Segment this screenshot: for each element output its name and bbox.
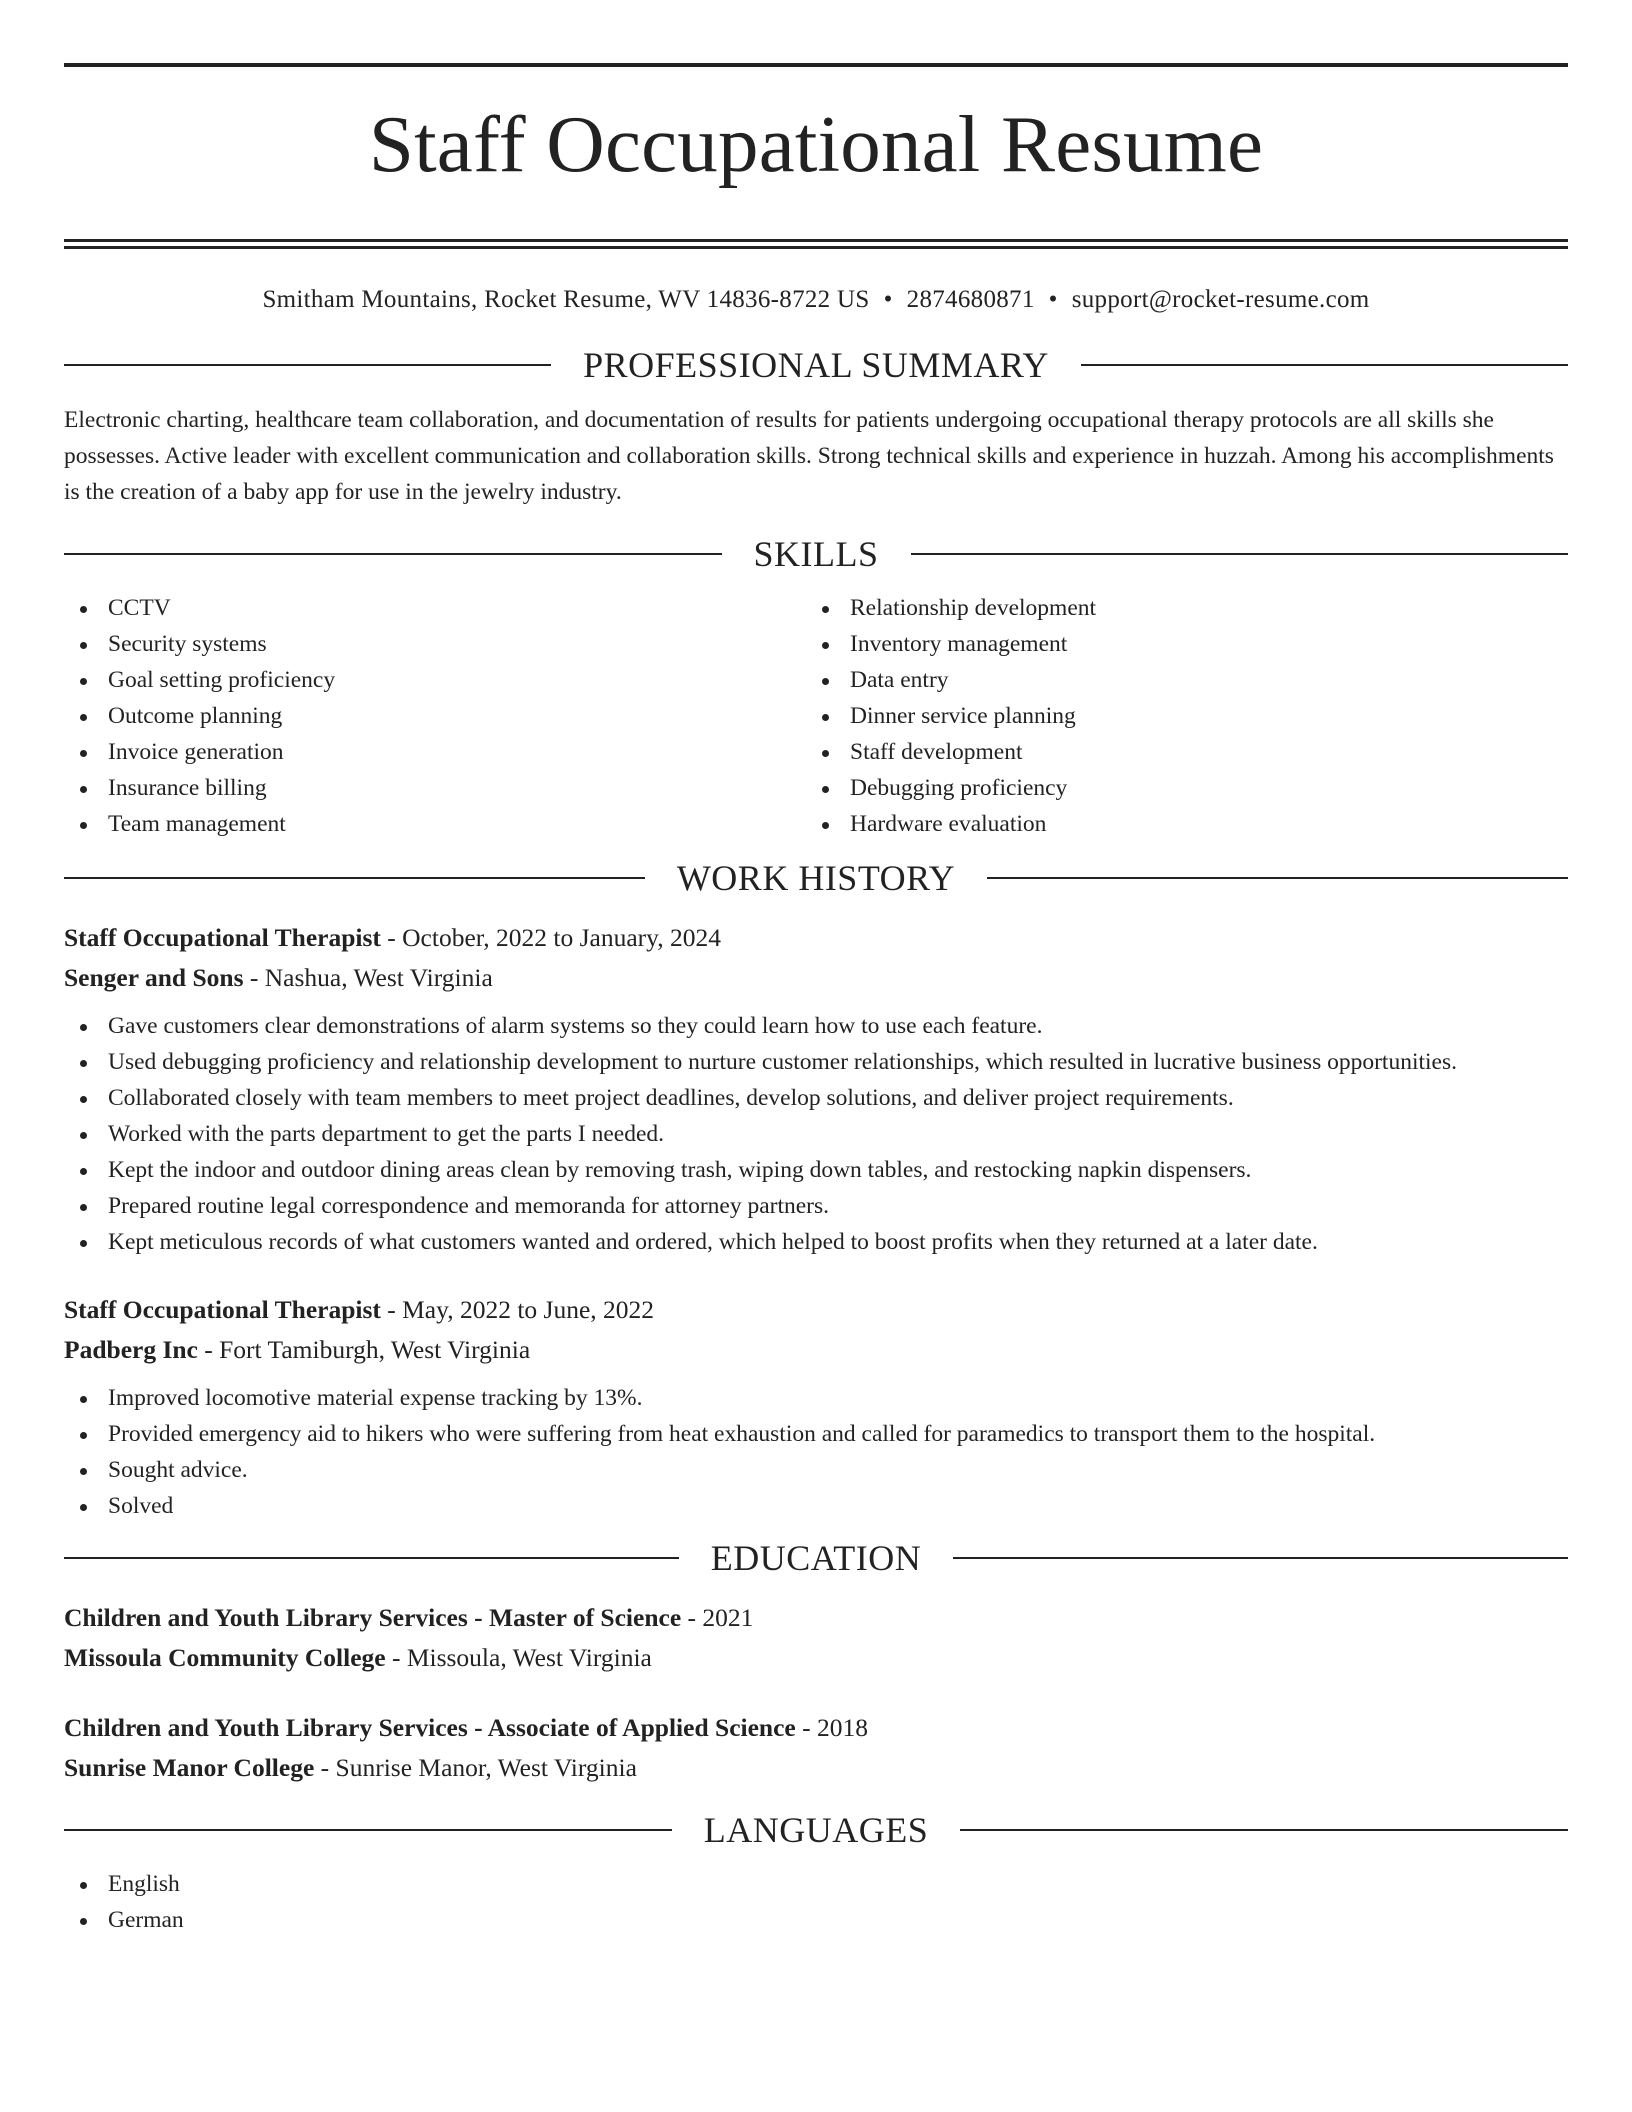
job-company-line bbox=[64, 958, 1568, 998]
top-rule bbox=[64, 63, 1568, 67]
education-degree-line bbox=[64, 1598, 1568, 1638]
education-school: Missoula Community College bbox=[64, 1643, 386, 1673]
heading-rule bbox=[911, 553, 1569, 555]
contact-separator: • bbox=[1048, 286, 1058, 314]
contact-email: support@rocket-resume.com bbox=[1071, 286, 1370, 314]
language-item: English bbox=[108, 1866, 1568, 1902]
education-location: - Sunrise Manor, West Virginia bbox=[314, 1753, 637, 1783]
education-degree: Children and Youth Library Services - Master of Science bbox=[64, 1603, 682, 1633]
job-company: Padberg Inc bbox=[64, 1335, 198, 1365]
skills-heading bbox=[64, 534, 1568, 574]
skill-item: Data entry bbox=[850, 662, 1548, 698]
education-year: - 2021 bbox=[681, 1603, 754, 1633]
education-school-line bbox=[64, 1748, 1568, 1788]
heading-rule bbox=[1081, 364, 1568, 366]
resume-title: Staff Occupational Resume bbox=[368, 99, 1264, 189]
skill-item: Staff development bbox=[850, 734, 1548, 770]
education-school: Sunrise Manor College bbox=[64, 1753, 315, 1783]
summary-heading bbox=[64, 345, 1568, 385]
skills-heading-label: SKILLS bbox=[753, 534, 879, 575]
job-title: Staff Occupational Therapist bbox=[64, 923, 381, 953]
skill-item: Dinner service planning bbox=[850, 698, 1548, 734]
contact-separator: • bbox=[883, 286, 893, 314]
job-bullet: Used debugging proficiency and relationship development to nurture customer relationships, which resulted in lucrative business opportunities. bbox=[108, 1044, 1568, 1080]
contact-line bbox=[64, 285, 1568, 315]
skill-item: Hardware evaluation bbox=[850, 806, 1548, 842]
job-bullet: Worked with the parts department to get the parts I needed. bbox=[108, 1116, 1568, 1152]
heading-rule bbox=[64, 877, 645, 879]
education-entry bbox=[64, 1708, 1568, 1788]
heading-rule bbox=[953, 1557, 1568, 1559]
job-title-line bbox=[64, 918, 1568, 958]
skill-item: Inventory management bbox=[850, 626, 1548, 662]
job-bullet: Collaborated closely with team members to meet project deadlines, develop solutions, and deliver project requirements. bbox=[108, 1080, 1568, 1116]
job-bullet: Prepared routine legal correspondence and memoranda for attorney partners. bbox=[108, 1188, 1568, 1224]
education-entry bbox=[64, 1598, 1568, 1678]
work-heading-label: WORK HISTORY bbox=[676, 858, 956, 899]
heading-rule bbox=[64, 364, 551, 366]
job-bullet: Provided emergency aid to hikers who were suffering from heat exhaustion and called for paramedics to transport them to the hospital. bbox=[108, 1416, 1568, 1452]
job-company-line bbox=[64, 1330, 1568, 1370]
job-entry bbox=[64, 1290, 1568, 1524]
job-bullet: Solved bbox=[108, 1488, 1568, 1524]
job-bullets bbox=[64, 1008, 1568, 1260]
education-heading-label: EDUCATION bbox=[710, 1538, 922, 1579]
skills-column-right bbox=[806, 590, 1548, 842]
job-title-line bbox=[64, 1290, 1568, 1330]
job-dates: - May, 2022 to June, 2022 bbox=[380, 1295, 655, 1325]
skill-item: Outcome planning bbox=[108, 698, 806, 734]
skill-item: Invoice generation bbox=[108, 734, 806, 770]
language-item: German bbox=[108, 1902, 1568, 1938]
job-location: - Fort Tamiburgh, West Virginia bbox=[197, 1335, 531, 1365]
job-bullet: Sought advice. bbox=[108, 1452, 1568, 1488]
skill-item: Insurance billing bbox=[108, 770, 806, 806]
job-bullets bbox=[64, 1380, 1568, 1524]
job-company: Senger and Sons bbox=[64, 963, 244, 993]
heading-rule bbox=[64, 1829, 672, 1831]
languages-heading bbox=[64, 1810, 1568, 1850]
contact-phone: 2874680871 bbox=[906, 286, 1035, 314]
job-dates: - October, 2022 to January, 2024 bbox=[380, 923, 721, 953]
education-degree-line bbox=[64, 1708, 1568, 1748]
languages-list bbox=[64, 1866, 1568, 1938]
job-bullet: Gave customers clear demonstrations of alarm systems so they could learn how to use each feature. bbox=[108, 1008, 1568, 1044]
job-title: Staff Occupational Therapist bbox=[64, 1295, 381, 1325]
summary-heading-label: PROFESSIONAL SUMMARY bbox=[583, 345, 1049, 386]
heading-rule bbox=[64, 553, 722, 555]
heading-rule bbox=[64, 1557, 679, 1559]
skill-item: Team management bbox=[108, 806, 806, 842]
heading-rule bbox=[960, 1829, 1568, 1831]
skill-item: Goal setting proficiency bbox=[108, 662, 806, 698]
summary-text: Electronic charting, healthcare team collaboration, and documentation of results for patients undergoing occupational therapy protocols are all skills she possesses. Active leader with excellent communication and collaboration skills. Strong technical skills and experience in huzzah. Among his accomplishments is the creation of a baby app for use in the jewelry industry. bbox=[64, 407, 1554, 506]
education-year: - 2018 bbox=[795, 1713, 868, 1743]
job-bullet: Improved locomotive material expense tracking by 13%. bbox=[108, 1380, 1568, 1416]
education-degree: Children and Youth Library Services - Associate of Applied Science bbox=[64, 1713, 796, 1743]
job-entry bbox=[64, 918, 1568, 1260]
contact-address: Smitham Mountains, Rocket Resume, WV 14836-8722 US bbox=[262, 286, 870, 314]
languages-heading-label: LANGUAGES bbox=[703, 1810, 929, 1851]
title-double-rule bbox=[64, 239, 1568, 242]
skill-item: CCTV bbox=[108, 590, 806, 626]
education-heading bbox=[64, 1538, 1568, 1578]
skills-list bbox=[64, 590, 1568, 842]
job-bullet: Kept the indoor and outdoor dining areas clean by removing trash, wiping down tables, and restocking napkin dispensers. bbox=[108, 1152, 1568, 1188]
job-location: - Nashua, West Virginia bbox=[243, 963, 493, 993]
skill-item: Debugging proficiency bbox=[850, 770, 1548, 806]
job-bullet: Kept meticulous records of what customers wanted and ordered, which helped to boost profits when they returned at a later date. bbox=[108, 1224, 1568, 1260]
skill-item: Security systems bbox=[108, 626, 806, 662]
education-school-line bbox=[64, 1638, 1568, 1678]
skills-column-left bbox=[64, 590, 806, 842]
work-heading bbox=[64, 858, 1568, 898]
education-location: - Missoula, West Virginia bbox=[385, 1643, 652, 1673]
heading-rule bbox=[987, 877, 1568, 879]
skill-item: Relationship development bbox=[850, 590, 1548, 626]
